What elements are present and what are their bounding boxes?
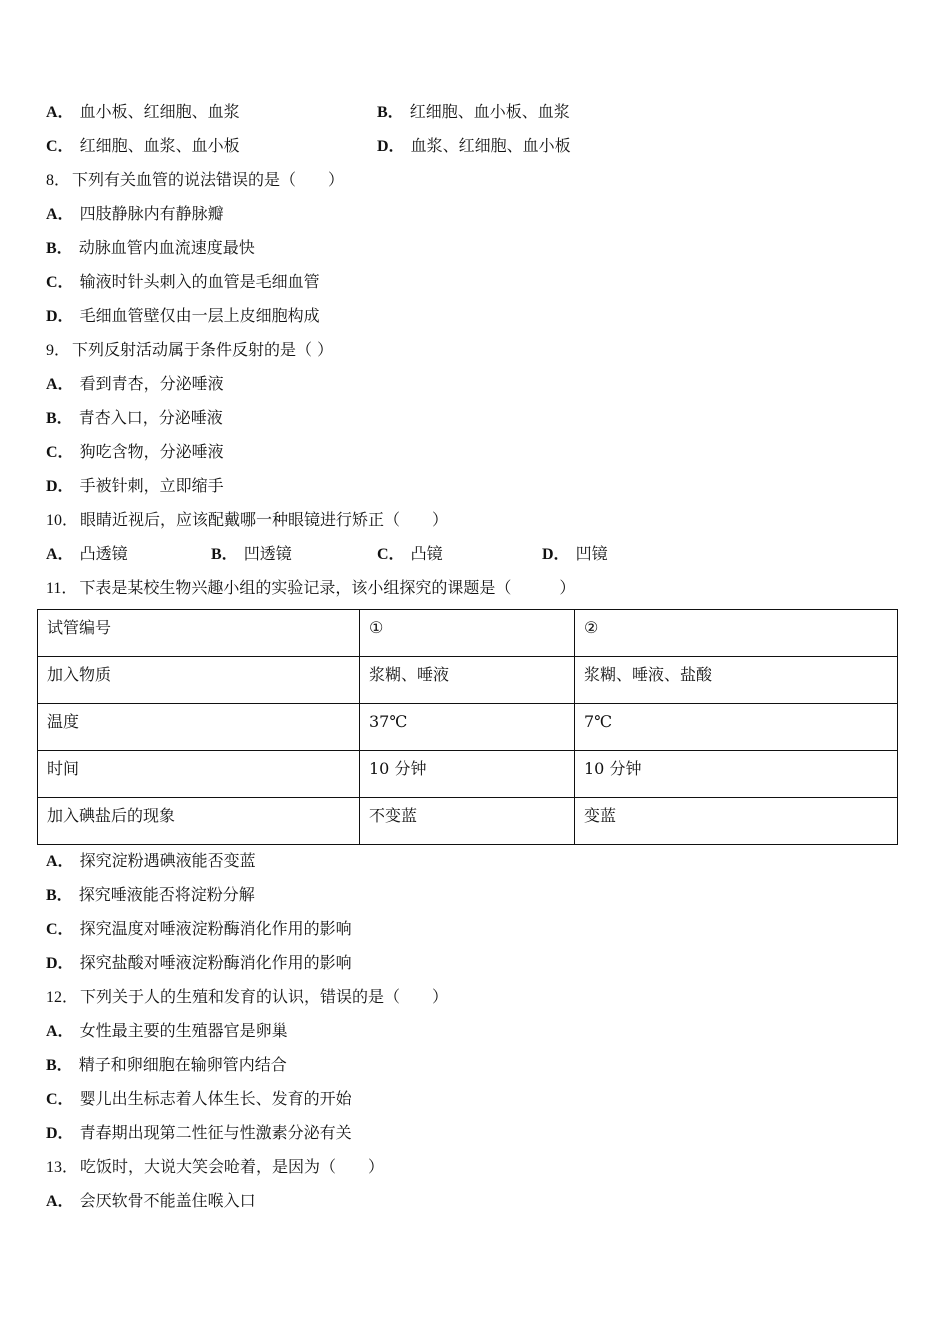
q12-stem bbox=[46, 985, 448, 1009]
q10-option-b bbox=[211, 542, 292, 566]
table-cell: 7℃ bbox=[575, 704, 898, 751]
option-label: A． bbox=[46, 853, 74, 870]
option-label: A． bbox=[46, 376, 74, 393]
question-text: 下列有关血管的说法错误的是（ ） bbox=[72, 170, 345, 189]
option-label: B． bbox=[46, 240, 73, 257]
option-label: C． bbox=[46, 138, 74, 155]
question-number: 10． bbox=[46, 512, 79, 529]
option-text: 探究盐酸对唾液淀粉酶消化作用的影响 bbox=[79, 953, 352, 972]
option-text: 会厌软骨不能盖住喉入口 bbox=[79, 1191, 256, 1210]
question-number: 12． bbox=[46, 989, 79, 1006]
q9-option-a bbox=[46, 372, 224, 396]
option-label: A． bbox=[46, 104, 74, 121]
q8-option-b bbox=[46, 236, 255, 260]
option-label: D． bbox=[377, 138, 405, 155]
option-text: 看到青杏，分泌唾液 bbox=[79, 374, 224, 393]
question-text: 下表是某校生物兴趣小组的实验记录，该小组探究的课题是（ ） bbox=[79, 578, 576, 597]
option-label: D． bbox=[46, 308, 74, 325]
q7-option-a bbox=[46, 100, 240, 124]
q8-option-a bbox=[46, 202, 224, 226]
option-text: 探究温度对唾液淀粉酶消化作用的影响 bbox=[79, 919, 352, 938]
table-cell: 浆糊、唾液 bbox=[360, 657, 575, 704]
option-label: B． bbox=[377, 104, 404, 121]
option-label: D． bbox=[46, 955, 74, 972]
table-cell: 温度 bbox=[38, 704, 360, 751]
q10-option-d bbox=[542, 542, 608, 566]
option-text: 动脉血管内血流速度最快 bbox=[78, 238, 255, 257]
q11-option-b bbox=[46, 883, 255, 907]
q7-option-b bbox=[377, 100, 570, 124]
option-text: 红细胞、血浆、血小板 bbox=[79, 136, 240, 155]
option-text: 血浆、红细胞、血小板 bbox=[410, 136, 571, 155]
option-text: 婴儿出生标志着人体生长、发育的开始 bbox=[79, 1089, 352, 1108]
option-label: C． bbox=[46, 1091, 74, 1108]
option-text: 输液时针头刺入的血管是毛细血管 bbox=[79, 272, 320, 291]
option-text: 探究唾液能否将淀粉分解 bbox=[78, 885, 255, 904]
table-row bbox=[38, 610, 898, 657]
table-cell: 加入碘盐后的现象 bbox=[38, 798, 360, 845]
question-number: 13． bbox=[46, 1159, 79, 1176]
option-text: 凹镜 bbox=[575, 544, 608, 563]
q13-option-a bbox=[46, 1189, 256, 1213]
table-row bbox=[38, 751, 898, 798]
option-text: 女性最主要的生殖器官是卵巢 bbox=[79, 1021, 288, 1040]
q11-option-c bbox=[46, 917, 352, 941]
option-label: D． bbox=[542, 546, 570, 563]
option-text: 手被针刺，立即缩手 bbox=[79, 476, 224, 495]
q7-option-c bbox=[46, 134, 240, 158]
q12-option-d bbox=[46, 1121, 352, 1145]
question-text: 下列反射活动属于条件反射的是（ ） bbox=[72, 340, 334, 359]
q10-option-c bbox=[377, 542, 443, 566]
question-text: 眼睛近视后，应该配戴哪一种眼镜进行矫正（ ） bbox=[80, 510, 449, 529]
option-label: B． bbox=[46, 887, 73, 904]
table-row bbox=[38, 657, 898, 704]
option-label: C． bbox=[46, 921, 74, 938]
option-label: A． bbox=[46, 1193, 74, 1210]
q12-option-b bbox=[46, 1053, 287, 1077]
question-number: 9． bbox=[46, 342, 71, 359]
question-number: 11． bbox=[46, 580, 78, 597]
option-label: C． bbox=[46, 274, 74, 291]
experiment-table bbox=[37, 609, 898, 845]
option-text: 狗吃含物，分泌唾液 bbox=[79, 442, 224, 461]
q8-stem bbox=[46, 168, 344, 192]
q7-option-d bbox=[377, 134, 571, 158]
q9-option-d bbox=[46, 474, 224, 498]
option-text: 青杏入口，分泌唾液 bbox=[78, 408, 223, 427]
q11-option-d bbox=[46, 951, 352, 975]
table-cell: 10 分钟 bbox=[575, 751, 898, 798]
table-cell: 时间 bbox=[38, 751, 360, 798]
q11-option-a bbox=[46, 849, 256, 873]
option-text: 红细胞、血小板、血浆 bbox=[409, 102, 570, 121]
option-text: 青春期出现第二性征与性激素分泌有关 bbox=[79, 1123, 352, 1142]
question-number: 8． bbox=[46, 172, 71, 189]
option-label: B． bbox=[211, 546, 238, 563]
option-text: 凸镜 bbox=[410, 544, 443, 563]
table-row bbox=[38, 704, 898, 751]
table-cell: 浆糊、唾液、盐酸 bbox=[575, 657, 898, 704]
q10-option-a bbox=[46, 542, 128, 566]
table-row bbox=[38, 798, 898, 845]
question-text: 吃饭时，大说大笑会呛着，是因为（ ） bbox=[80, 1157, 385, 1176]
table-cell: 10 分钟 bbox=[360, 751, 575, 798]
option-label: D． bbox=[46, 478, 74, 495]
table-cell: ② bbox=[575, 610, 898, 657]
q9-stem bbox=[46, 338, 333, 362]
option-label: A． bbox=[46, 206, 74, 223]
option-text: 血小板、红细胞、血浆 bbox=[79, 102, 240, 121]
option-label: C． bbox=[46, 444, 74, 461]
option-label: D． bbox=[46, 1125, 74, 1142]
table-cell: 加入物质 bbox=[38, 657, 360, 704]
option-text: 精子和卵细胞在输卵管内结合 bbox=[78, 1055, 287, 1074]
option-text: 凸透镜 bbox=[79, 544, 128, 563]
option-text: 四肢静脉内有静脉瓣 bbox=[79, 204, 224, 223]
option-text: 凹透镜 bbox=[243, 544, 292, 563]
q10-stem bbox=[46, 508, 448, 532]
option-label: C． bbox=[377, 546, 405, 563]
table-cell: 不变蓝 bbox=[360, 798, 575, 845]
table-cell: 变蓝 bbox=[575, 798, 898, 845]
table-cell: 37℃ bbox=[360, 704, 575, 751]
option-label: A． bbox=[46, 546, 74, 563]
option-text: 探究淀粉遇碘液能否变蓝 bbox=[79, 851, 256, 870]
q13-stem bbox=[46, 1155, 384, 1179]
option-text: 毛细血管壁仅由一层上皮细胞构成 bbox=[79, 306, 320, 325]
q9-option-b bbox=[46, 406, 223, 430]
q12-option-c bbox=[46, 1087, 352, 1111]
table-cell: 试管编号 bbox=[38, 610, 360, 657]
option-label: B． bbox=[46, 1057, 73, 1074]
q11-stem bbox=[46, 576, 575, 600]
q12-option-a bbox=[46, 1019, 288, 1043]
q8-option-c bbox=[46, 270, 320, 294]
q9-option-c bbox=[46, 440, 224, 464]
option-label: B． bbox=[46, 410, 73, 427]
option-label: A． bbox=[46, 1023, 74, 1040]
table-cell: ① bbox=[360, 610, 575, 657]
question-text: 下列关于人的生殖和发育的认识，错误的是（ ） bbox=[80, 987, 449, 1006]
q8-option-d bbox=[46, 304, 320, 328]
